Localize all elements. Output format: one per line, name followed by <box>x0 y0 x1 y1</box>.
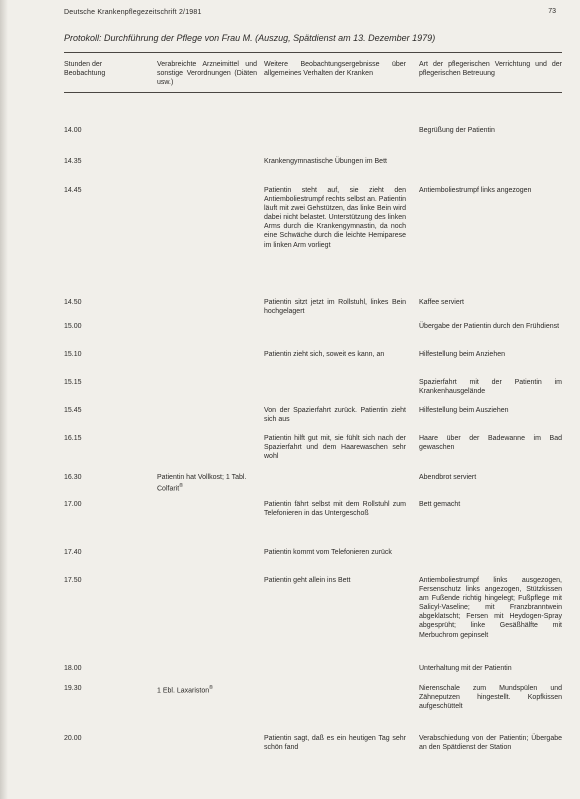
row-time: 17.40 <box>64 549 82 556</box>
row-time: 14.45 <box>64 187 82 194</box>
row-observation: Patientin sitzt jetzt im Rollstuhl, linkes Bein hochgelagert <box>264 299 406 316</box>
row-time: 15.45 <box>64 407 82 414</box>
row-observation: Patientin sagt, daß es ein heutigen Tag sehr schön fand <box>264 735 406 752</box>
row-care: Bett gemacht <box>419 501 461 508</box>
row-time: 16.15 <box>64 435 82 442</box>
row-observation: Krankengymnastische Übungen im Bett <box>264 158 387 165</box>
row-observation: Patientin zieht sich, soweit es kann, an <box>264 351 385 358</box>
row-care: Hilfestellung beim Anziehen <box>419 351 505 358</box>
row-time: 17.00 <box>64 501 82 508</box>
row-time: 15.00 <box>64 323 82 330</box>
row-care: Spazierfahrt mit der Patientin im Krankenhausgelände <box>419 379 562 396</box>
column-header-care: Art der pflegerischen Verrichtung und der pflegerischen Betreuung <box>419 61 562 77</box>
table-top-rule <box>64 52 562 53</box>
row-care: Hilfestellung beim Ausziehen <box>419 407 509 414</box>
page-number: 73 <box>548 8 556 15</box>
row-time: 15.15 <box>64 379 82 386</box>
row-time: 14.50 <box>64 299 82 306</box>
column-header-time: Stunden der Beobachtung <box>64 61 106 77</box>
page-edge-shadow <box>0 0 8 799</box>
row-care: Nierenschale zum Mundspülen und Zähneputzen hingestellt. Kopfkissen aufgeschüttelt <box>419 685 562 711</box>
row-care: Unterhaltung mit der Patientin <box>419 665 512 672</box>
row-observation: Patientin fährt selbst mit dem Rollstuhl zum Telefonieren in das Untergeschoß <box>264 501 406 518</box>
row-care: Haare über der Badewanne im Bad gewaschen <box>419 435 562 452</box>
header-bottom-rule <box>64 92 562 93</box>
row-time: 15.10 <box>64 351 82 358</box>
row-observation: Patientin steht auf, sie zieht den Antiemboliestrumpf rechts selbst an. Patientin läuft mit zwei Gehstützen, das linke Bein wird dabei nicht belastet. Unterstützung des linken Arms durch die Krankengymnastin, da noch eine Schwäche durch die leichte Hemiparese im linken Arm vorliegt <box>264 187 407 249</box>
row-observation: Von der Spazierfahrt zurück. Patientin zieht sich aus <box>264 407 406 424</box>
running-header: Deutsche Krankenpflegezeitschrift 2/1981 <box>64 9 202 16</box>
row-time: 14.35 <box>64 158 82 165</box>
row-observation: Patientin geht allein ins Bett <box>264 577 351 584</box>
row-observation: Patientin hilft gut mit, sie fühlt sich nach der Spazierfahrt und dem Haarewaschen sehr wohl <box>264 435 406 461</box>
protocol-title: Protokoll: Durchführung der Pflege von Frau M. (Auszug, Spätdienst am 13. Dezember 1979) <box>64 33 436 43</box>
row-care: Verabschiedung von der Patientin; Übergabe an den Spätdienst der Station <box>419 735 562 752</box>
row-medication: 1 Ebl. Laxariston® <box>157 685 213 695</box>
row-time: 18.00 <box>64 665 82 672</box>
column-header-medication: Verabreichte Arzneimittel und sonstige Verordnungen (Diäten usw.) <box>157 61 257 86</box>
row-medication: Patientin hat Vollkost; 1 Tabl. Colfarit® <box>157 474 247 493</box>
row-care: Begrüßung der Patientin <box>419 127 495 134</box>
row-time: 19.30 <box>64 685 82 692</box>
row-time: 20.00 <box>64 735 82 742</box>
row-care: Abendbrot serviert <box>419 474 477 481</box>
row-time: 14.00 <box>64 127 82 134</box>
row-observation: Patientin kommt vom Telefonieren zurück <box>264 549 392 556</box>
column-header-observations: Weitere Beobachtungsergebnisse über allgemeines Verhalten der Kranken <box>264 61 406 77</box>
row-care: Antiemboliestrumpf links ausgezogen, Fersenschutz links angezogen, Stützkissen am Fußende richtig hingelegt; Fußpflege mit Salicyl-Vaseline; mit Franzbranntwein abgeklatscht; Fersen mit Heydogen-Spray abgesprüht; linke Gesäßhälfte mit Merbuchrom gepinselt <box>419 577 562 639</box>
row-time: 17.50 <box>64 577 82 584</box>
row-care: Antiemboliestrumpf links angezogen <box>419 187 532 194</box>
row-care: Übergabe der Patientin durch den Frühdienst <box>419 323 560 330</box>
row-care: Kaffee serviert <box>419 299 465 306</box>
row-time: 16.30 <box>64 474 82 481</box>
